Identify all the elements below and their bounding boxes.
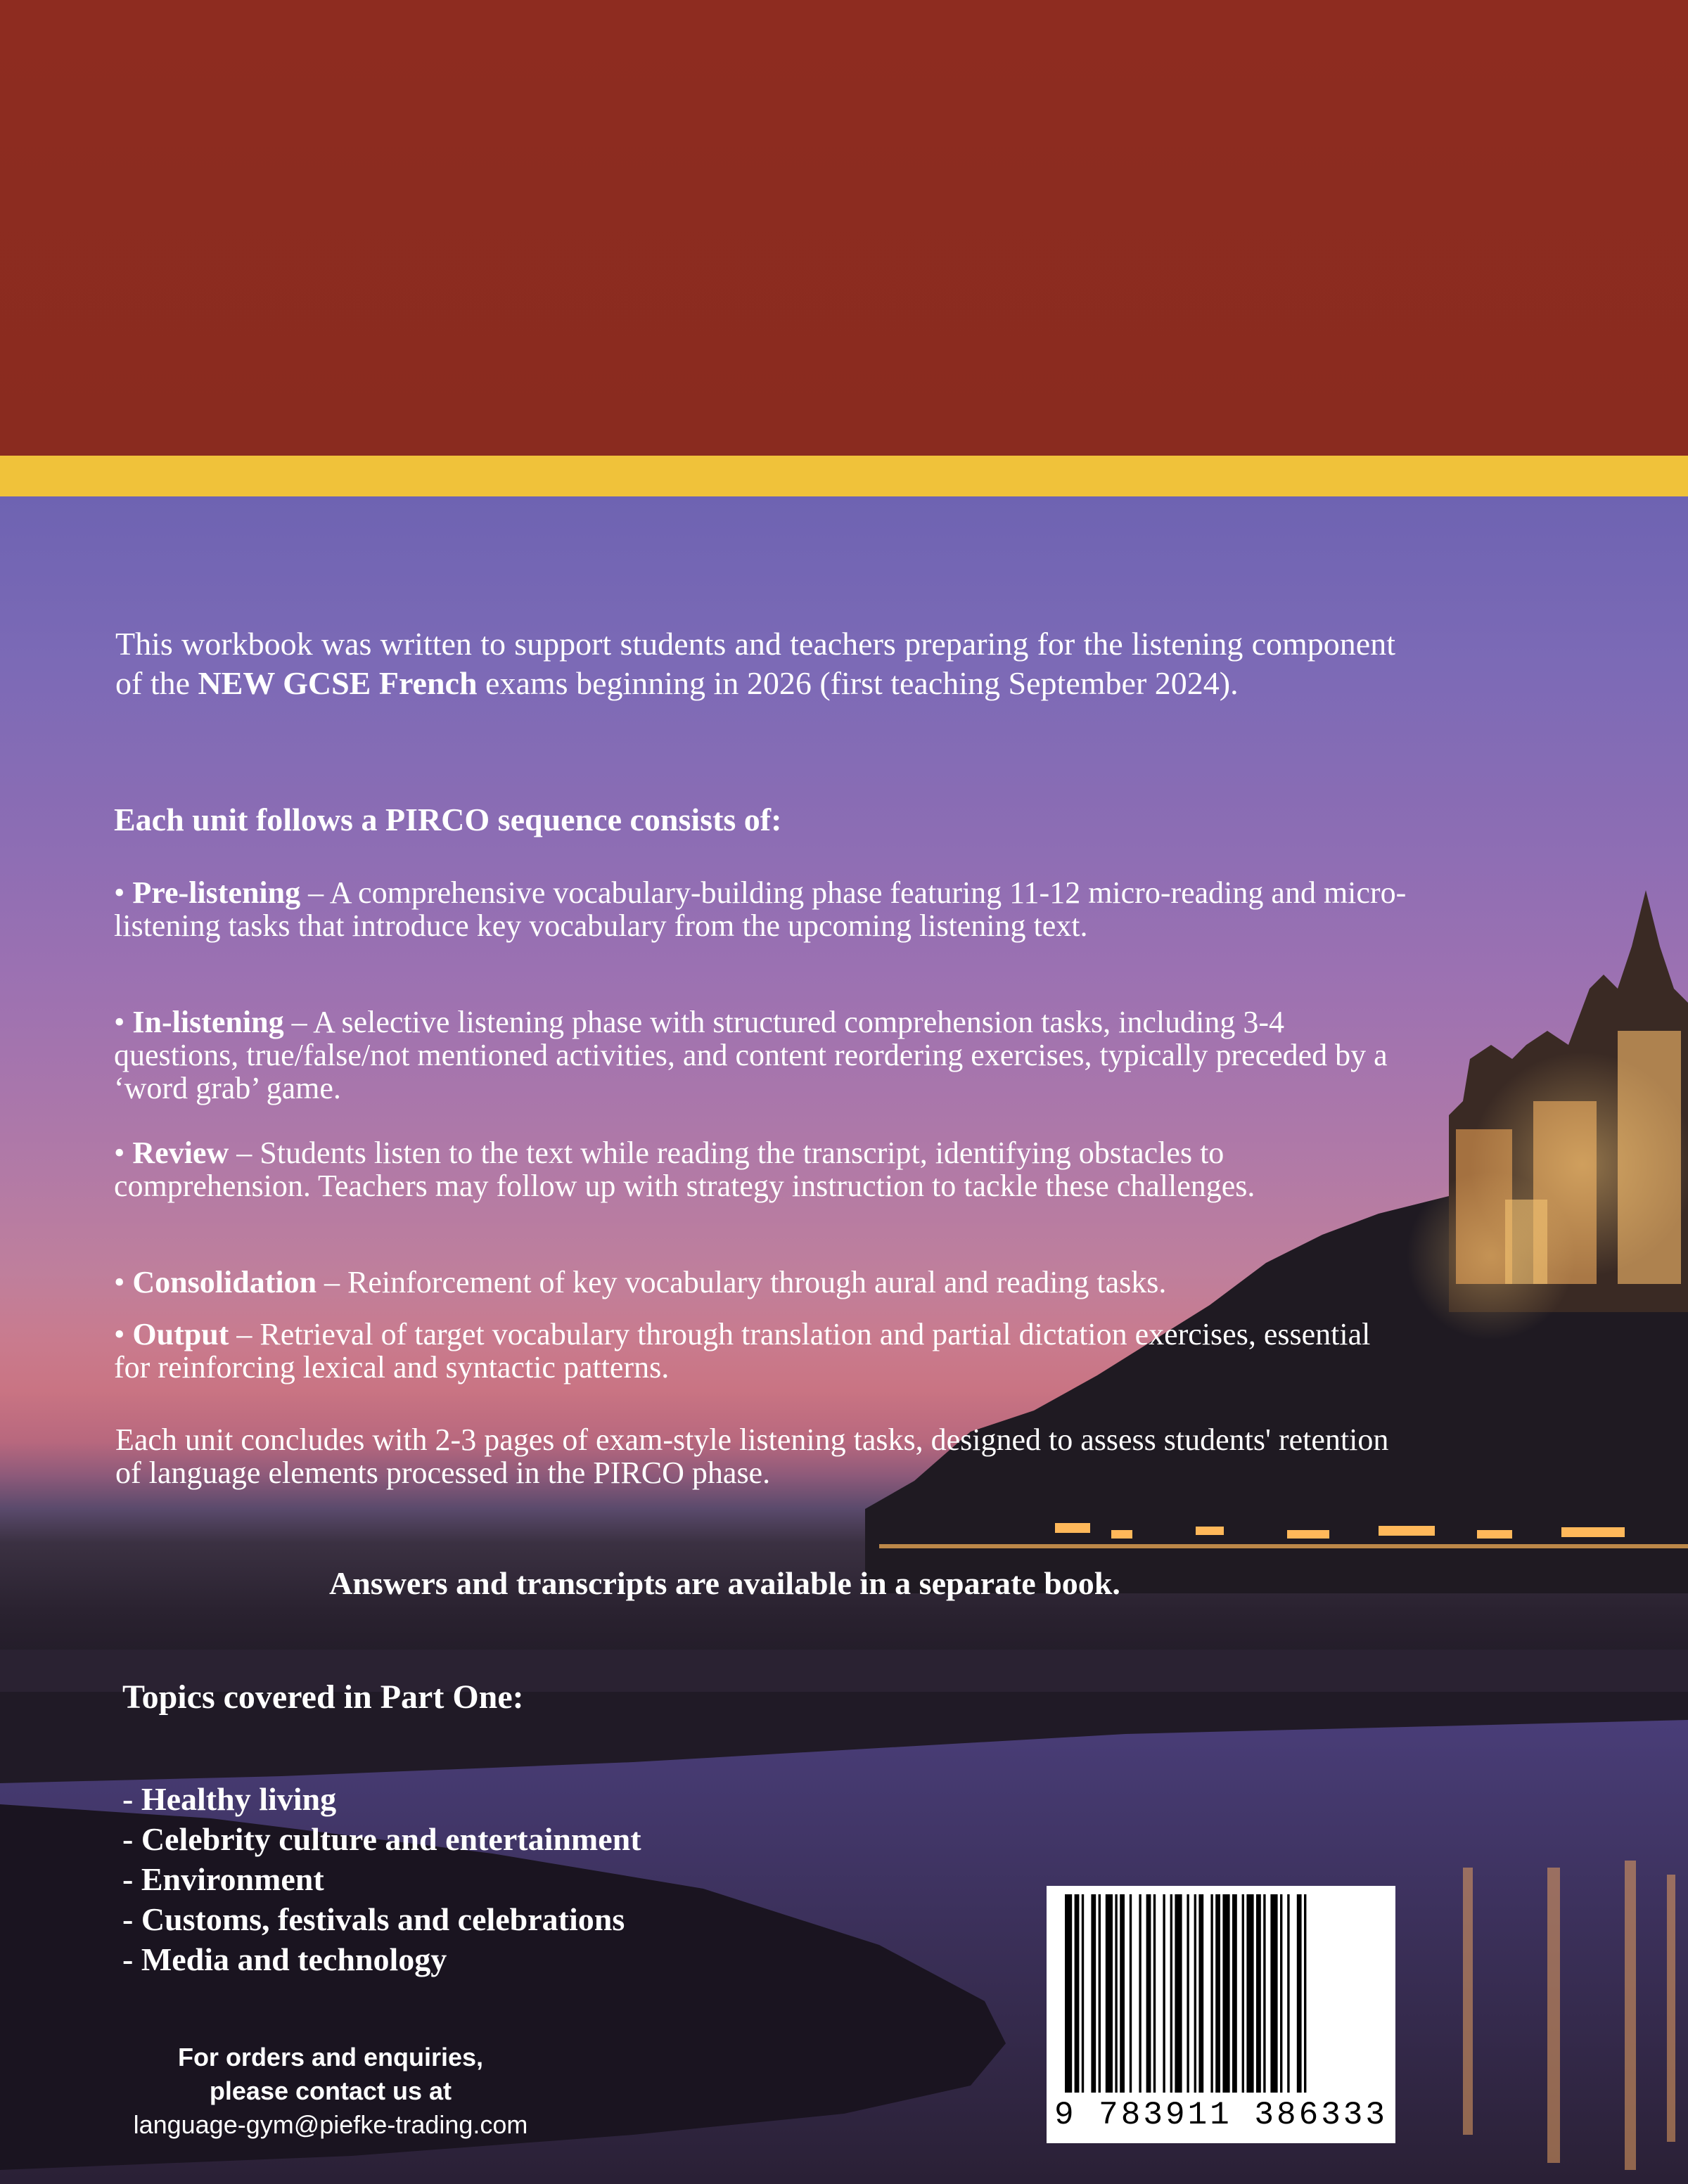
barcode-bar <box>1198 1894 1203 2093</box>
barcode-bar <box>1075 1894 1080 2093</box>
barcode-bar <box>1106 1894 1113 2093</box>
topic-item: - Celebrity culture and entertainment <box>122 1821 641 1857</box>
intro-text-start: This workbook was written to support students and teachers preparing for the listening component of the <box>115 626 1395 701</box>
bullet-in-listening: • In-listening – A selective listening phase with structured comprehension tasks, including 3-4 questions, true/false/not mentioned activities, and content reordering exercises, typically preceded by a ‘word grab’ game. <box>114 1005 1388 1105</box>
intro-paragraph <box>115 624 1395 703</box>
contact-block <box>113 2041 549 2142</box>
topic-item: - Healthy living <box>122 1781 337 1817</box>
bullet-term: Output <box>132 1317 229 1351</box>
contact-line-2: please contact us at <box>209 2076 452 2105</box>
intro-bold-title: NEW GCSE French <box>198 665 478 701</box>
barcode-bar <box>1163 1894 1165 2093</box>
sequence-heading: Each unit follows a PIRCO sequence consists of: <box>114 802 782 837</box>
barcode-bar <box>1256 1894 1261 2093</box>
bullet-output: • Output – Retrieval of target vocabulary through translation and partial dictation exercises, essential for reinforcing lexical and syntactic patterns. <box>114 1317 1371 1385</box>
answers-note: Answers and transcripts are available in a separate book. <box>329 1565 1120 1601</box>
bullet-text: – A selective listening phase with structured comprehension tasks, including 3-4 questions, true/false/not mentioned activities, and content reordering exercises, typically preceded by a ‘word grab’ game. <box>114 1005 1388 1105</box>
barcode-bars-graphic <box>1047 1886 1395 2097</box>
isbn-barcode <box>1047 1886 1395 2143</box>
barcode-number: 9 783911 386333 <box>1054 2097 1388 2133</box>
barcode-bar <box>1065 1894 1072 2093</box>
barcode-bar <box>1091 1894 1096 2093</box>
topic-item: - Customs, festivals and celebrations <box>122 1901 625 1937</box>
barcode-bar <box>1263 1894 1265 2093</box>
intro-text-end: exams beginning in 2026 (first teaching September 2024). <box>477 665 1239 701</box>
bullet-review: • Review – Students listen to the text while reading the transcript, identifying obstacles to comprehension. Teachers may follow up with strategy instruction to tackle these challenges. <box>114 1136 1255 1203</box>
barcode-bar <box>1215 1894 1220 2093</box>
top-color-band <box>0 0 1688 456</box>
yellow-stripe <box>0 456 1688 496</box>
barcode-bar <box>1153 1894 1156 2093</box>
bullet-term: In-listening <box>132 1005 284 1039</box>
barcode-bar <box>1297 1894 1302 2093</box>
barcode-bar <box>1210 1894 1213 2093</box>
bullet-term: Consolidation <box>132 1265 317 1299</box>
bullet-text: – A comprehensive vocabulary-building phase featuring 11-12 micro-reading and micro-listening tasks that introduce key vocabulary from the upcoming listening text. <box>114 875 1407 943</box>
closing-paragraph: Each unit concludes with 2-3 pages of exam-style listening tasks, designed to assess students' retention of language elements processed in the PIRCO phase. <box>115 1422 1389 1490</box>
barcode-bar <box>1130 1894 1132 2093</box>
barcode-bar <box>1232 1894 1237 2093</box>
barcode-bar <box>1242 1894 1244 2093</box>
barcode-bar <box>1194 1894 1196 2093</box>
barcode-bar <box>1175 1894 1182 2093</box>
barcode-bar <box>1187 1894 1189 2093</box>
barcode-bar <box>1280 1894 1282 2093</box>
barcode-bar <box>1082 1894 1084 2093</box>
bullet-text: – Reinforcement of key vocabulary through aural and reading tasks. <box>316 1265 1167 1299</box>
barcode-bar <box>1287 1894 1289 2093</box>
barcode-bar <box>1120 1894 1125 2093</box>
barcode-bar <box>1139 1894 1141 2093</box>
barcode-bar <box>1304 1894 1306 2093</box>
contact-line-1: For orders and enquiries, <box>177 2043 484 2071</box>
topic-item: - Media and technology <box>122 1941 447 1977</box>
bullet-text: – Students listen to the text while reading the transcript, identifying obstacles to comprehension. Teachers may follow up with strategy instruction to tackle these challenges. <box>114 1136 1255 1203</box>
bullet-term: Review <box>132 1136 229 1170</box>
topic-item: - Environment <box>122 1861 324 1897</box>
barcode-bar <box>1246 1894 1253 2093</box>
bullet-text: – Retrieval of target vocabulary through translation and partial dictation exercises, essential for reinforcing lexical and syntactic patterns. <box>114 1317 1371 1385</box>
barcode-bar <box>1115 1894 1117 2093</box>
bullet-pre-listening: • Pre-listening – A comprehensive vocabulary-building phase featuring 11-12 micro-reading and micro-listening tasks that introduce key vocabulary from the upcoming listening text. <box>114 875 1407 943</box>
bullet-consolidation: • Consolidation – Reinforcement of key vocabulary through aural and reading tasks. <box>114 1265 1167 1299</box>
barcode-bar <box>1270 1894 1277 2093</box>
bullet-term: Pre-listening <box>132 875 301 910</box>
barcode-bar <box>1099 1894 1101 2093</box>
barcode-bar <box>1222 1894 1229 2093</box>
barcode-bar <box>1146 1894 1151 2093</box>
contact-email-link[interactable]: language-gym@piefke-trading.com <box>133 2110 528 2139</box>
topics-heading: Topics covered in Part One: <box>122 1678 524 1716</box>
barcode-bar <box>1170 1894 1172 2093</box>
topics-list <box>122 1779 641 1979</box>
